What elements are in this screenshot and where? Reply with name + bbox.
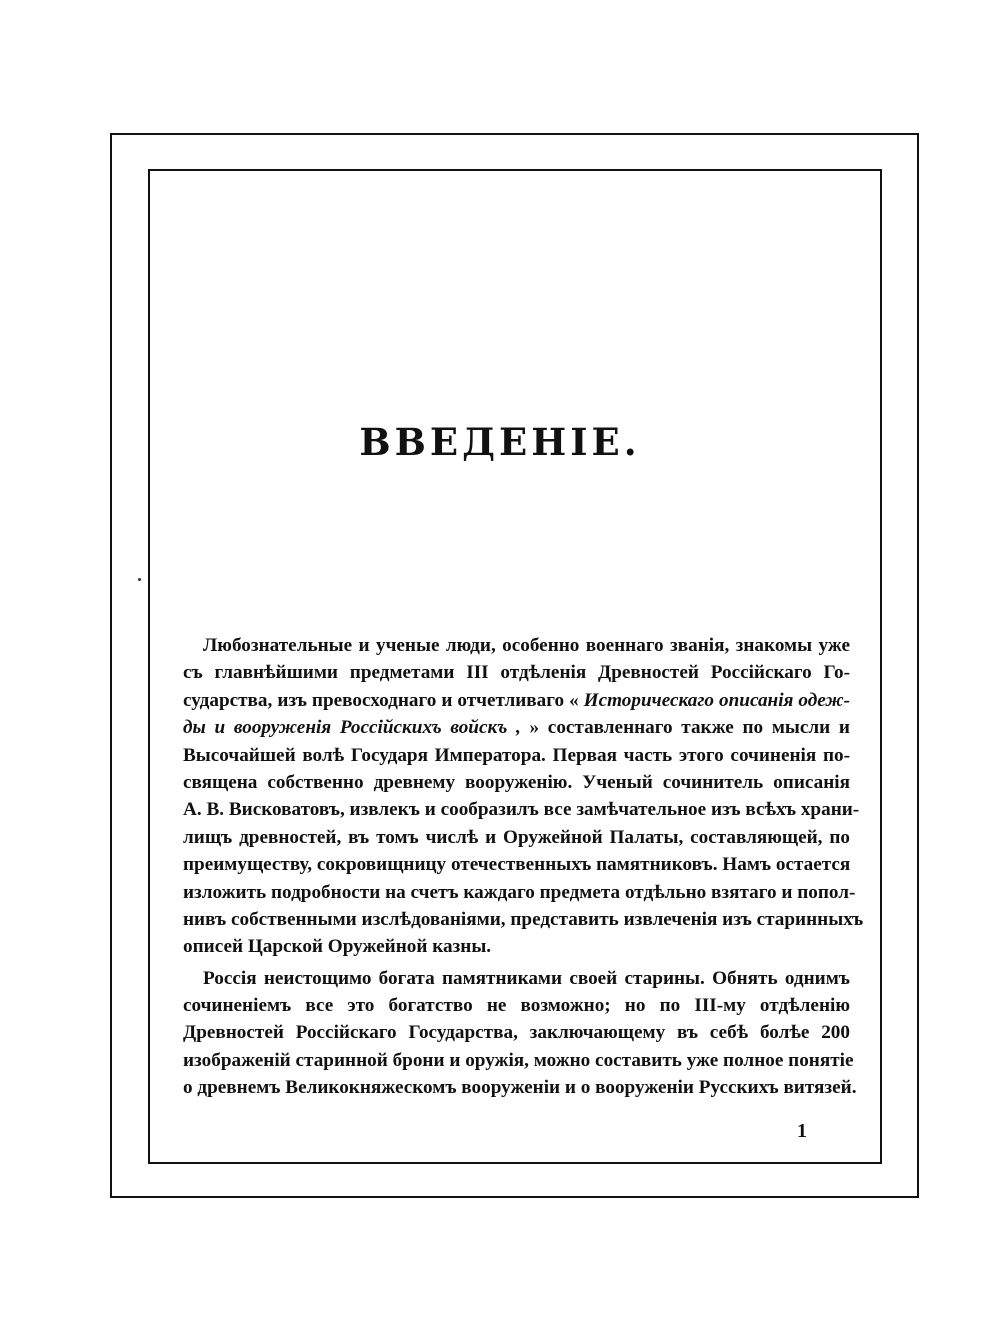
text-line: сударства, изъ превосходнаго и отчетливаго « Историческаго описанія одеж- [183, 689, 850, 711]
text-line: священа собственно древнему вооруженію. Ученый сочинитель описанія [183, 771, 850, 793]
italic-citation: ды и вооруженія Россійскихъ войскъ , [183, 717, 521, 739]
ink-speck [138, 578, 141, 581]
text-line: съ главнѣйшими предметами III отдѣленія Древностей Россійскаго Го- [183, 662, 850, 684]
text-line: А. В. Висковатовъ, извлекъ и сообразилъ все замѣчательное изъ всѣхъ храни- [183, 799, 860, 821]
text-line: о древнемъ Великокняжескомъ вооруженіи и о вооруженіи Русскихъ витязей. [183, 1077, 857, 1099]
text-line: изображеній старинной брони и оружія, можно составить уже полное понятіе [183, 1049, 854, 1071]
text-line: Древностей Россійскаго Государства, заключающему въ себѣ болѣе 200 [183, 1022, 850, 1044]
body-text [183, 632, 864, 1102]
text-line: лищъ древностей, въ томъ числѣ и Оружейной Палаты, составляющей, по [183, 826, 850, 848]
text-line: Россія неистощимо богата памятниками своей старины. Обнять однимъ [203, 967, 850, 989]
text-line: изложить подробности на счетъ каждаго предмета отдѣльно взятаго и попол- [183, 881, 856, 903]
text-line: сочиненіемъ все это богатство не возможно; но по III-му отдѣленію [183, 995, 850, 1017]
text-line: описей Царской Оружейной казны. [183, 936, 492, 958]
text-line: ды и вооруженія Россійскихъ войскъ , » составленнаго также по мысли и [183, 717, 850, 739]
text-line: Высочайшей волѣ Государя Императора. Первая часть этого сочиненія по- [183, 744, 850, 766]
italic-citation: Историческаго описанія одеж- [583, 689, 850, 711]
text-line: нивъ собственными изслѣдованіями, представить извлеченія изъ старинныхъ [183, 908, 864, 930]
text-line: Любознательные и ученые люди, особенно военнаго званія, знакомы уже [203, 635, 850, 656]
page-number: 1 [797, 1120, 807, 1142]
paragraph-1 [183, 632, 864, 961]
paragraph-2 [183, 965, 857, 1102]
text-line: преимуществу, сокровищницу отечественныхъ памятниковъ. Намъ остается [183, 854, 851, 876]
page-title: ВВЕДЕНІЕ. [359, 420, 641, 464]
